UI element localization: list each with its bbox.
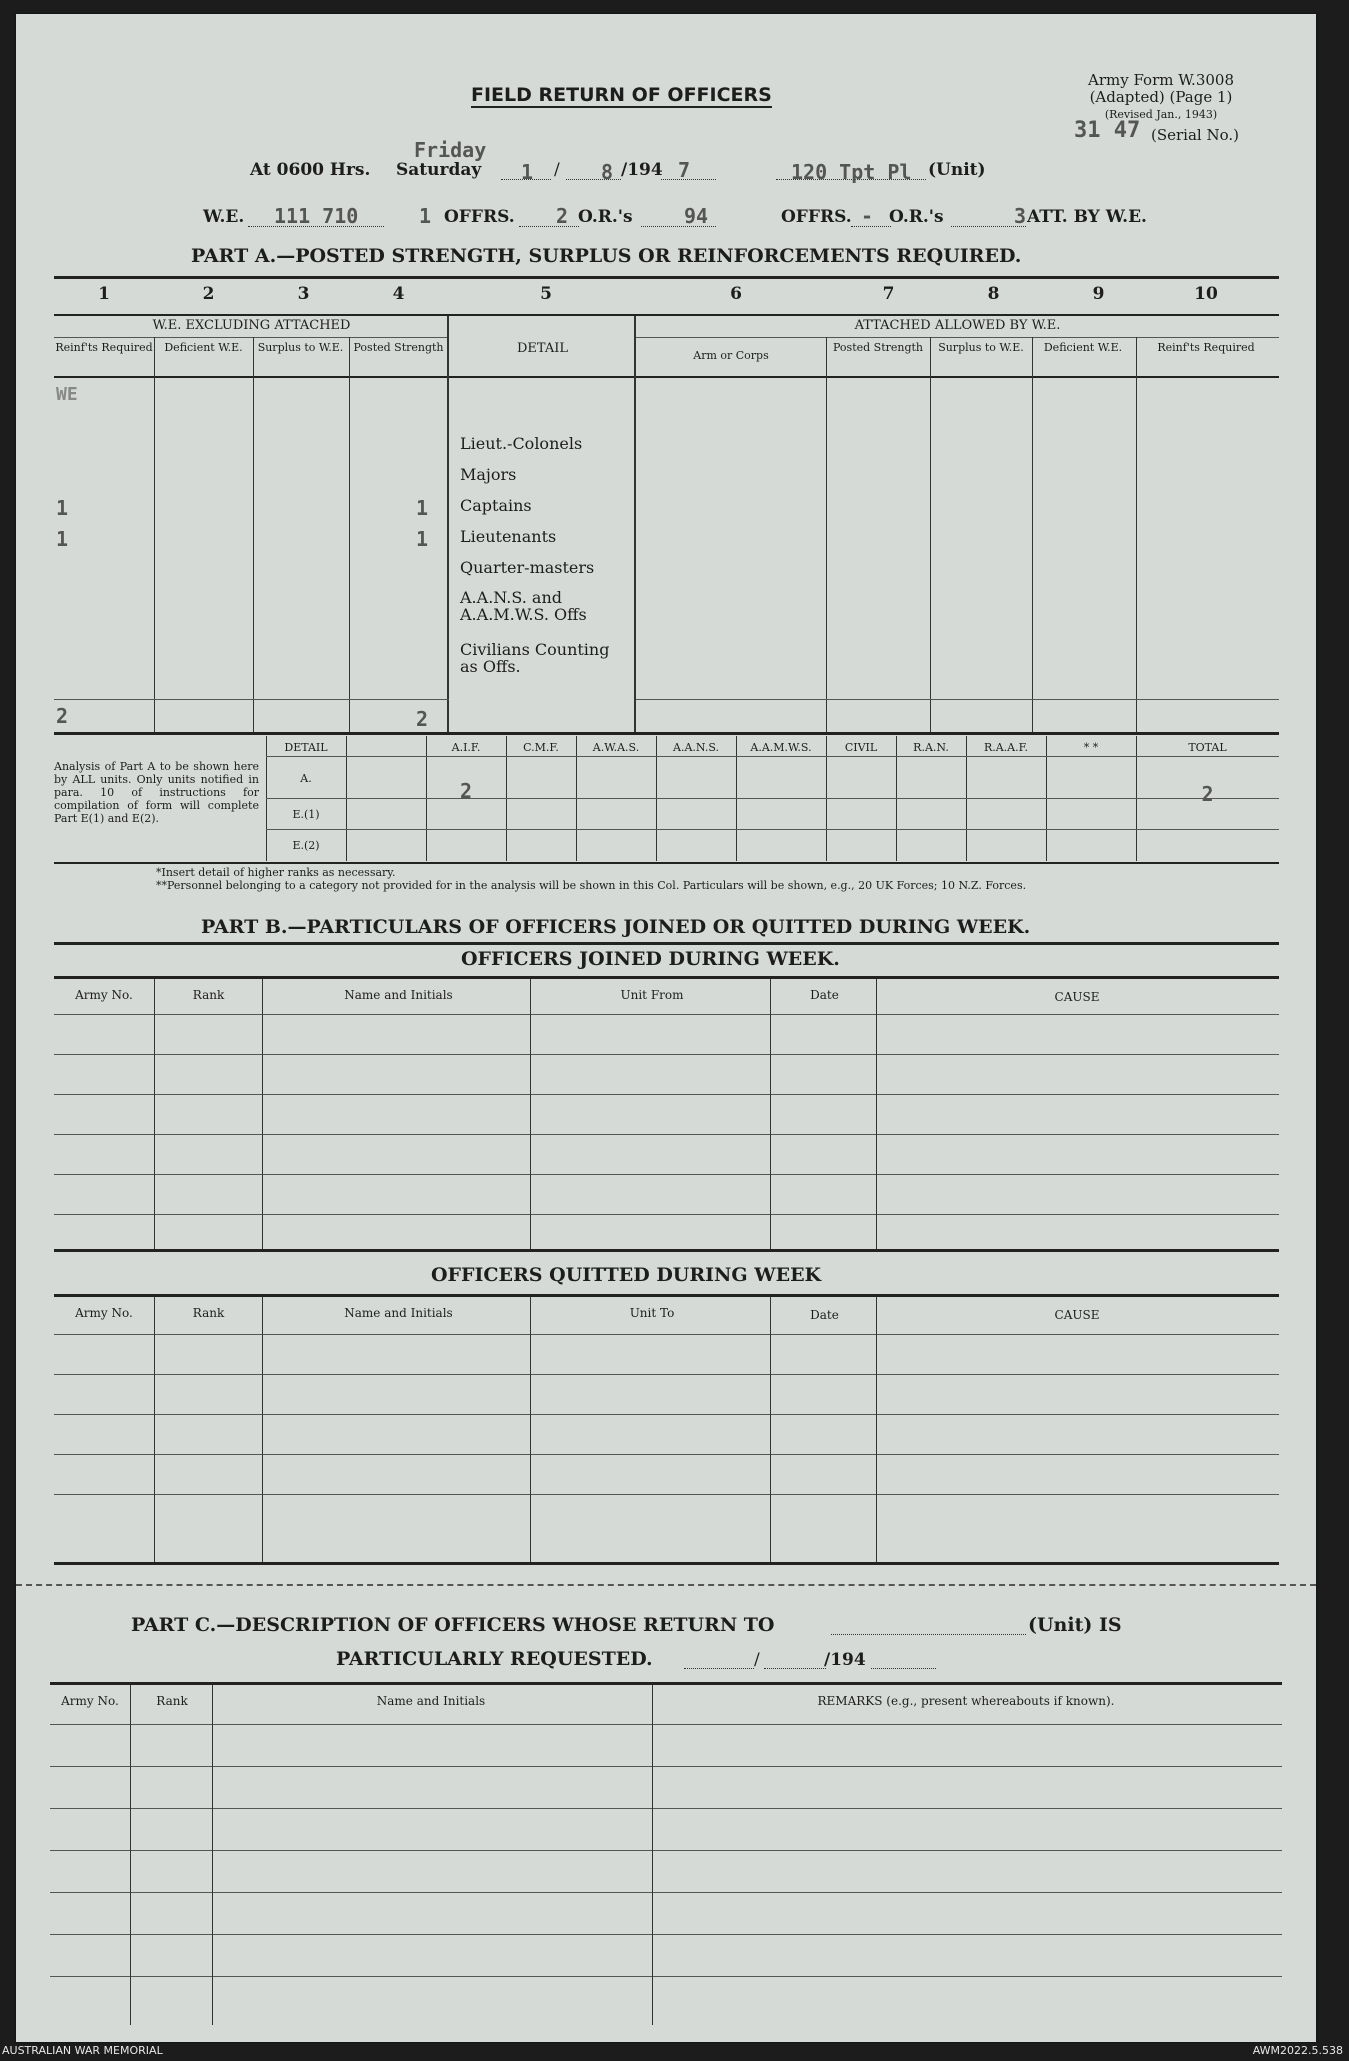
col-number: 6 [730, 284, 742, 304]
we-excluding-label: W.E. EXCLUDING ATTACHED [152, 318, 351, 333]
col-number: 8 [987, 284, 1000, 304]
form-revised: (Revised Jan., 1943) [1104, 108, 1218, 121]
col-number: 5 [540, 284, 552, 304]
joined-col-date: Date [810, 988, 839, 1002]
we-label: W.E. [203, 207, 245, 227]
form-title: FIELD RETURN OF OFFICERS [471, 84, 772, 106]
analysis-col-aans: A.A.N.S. [673, 741, 719, 754]
header-surplus-we: Surplus to W.E. [257, 341, 344, 354]
header-deficient-we: Deficient W.E. [164, 341, 243, 354]
we-mark: WE [56, 384, 78, 405]
quitted-col-cause: CAUSE [1054, 1308, 1100, 1322]
joined-col-army-no: Army No. [75, 988, 133, 1002]
col-number: 10 [1194, 284, 1218, 304]
part-c-col-remarks: REMARKS (e.g., present whereabouts if known). [817, 1694, 1115, 1708]
ors2-value: - [861, 204, 874, 228]
part-c-col-name: Name and Initials [376, 1694, 486, 1708]
part-c-col-rank: Rank [156, 1694, 188, 1708]
analysis-col-total: TOTAL [1188, 741, 1227, 754]
part-c-title-a: PART C.—DESCRIPTION OF OFFICERS WHOSE RETURN TO [131, 1614, 775, 1636]
att-value: 3 [1014, 204, 1027, 228]
captains-posted: 1 [416, 496, 429, 520]
day-typed: Friday [414, 138, 487, 162]
joined-col-cause: CAUSE [1054, 990, 1100, 1004]
analysis-col-aamws: A.A.M.W.S. [750, 741, 812, 754]
ors-label: O.R.'s [578, 207, 633, 227]
serial-value: 31 47 [1074, 118, 1141, 143]
analysis-col-ran: R.A.N. [913, 741, 949, 754]
rank-majors: Majors [460, 465, 517, 484]
rank-lieutenants: Lieutenants [460, 527, 557, 546]
offrs2-value: 94 [684, 204, 709, 228]
analysis-col-aif: A.I.F. [451, 741, 481, 754]
part-c-title-unit: (Unit) IS [1028, 1614, 1122, 1636]
header-detail: DETAIL [516, 341, 569, 356]
quitted-col-date: Date [810, 1308, 839, 1322]
rank-lieut-colonels: Lieut.-Colonels [460, 434, 583, 453]
analysis-col-cmf: C.M.F. [523, 741, 559, 754]
lieutenants-reinf: 1 [56, 527, 69, 551]
col-number: 9 [1092, 284, 1105, 304]
rank-captains: Captains [460, 496, 532, 515]
analysis-total-a: 2 [1201, 782, 1214, 806]
analysis-row-a: A. [300, 772, 312, 785]
analysis-col-raaf: R.A.A.F. [983, 741, 1029, 754]
col-number: 2 [202, 284, 215, 304]
analysis-row-e2: E.(2) [292, 839, 320, 852]
day-printed: Saturday [396, 160, 482, 180]
serial-label: (Serial No.) [1151, 126, 1239, 144]
total-posted: 2 [416, 707, 429, 731]
offrs-label: OFFRS. [444, 207, 515, 227]
offrs-value: 1 [419, 204, 432, 228]
quitted-col-army-no: Army No. [75, 1306, 133, 1320]
joined-col-unit-from: Unit From [620, 988, 684, 1002]
total-reinf: 2 [56, 704, 69, 728]
header-att-posted: Posted Strength [832, 341, 924, 354]
col-number: 1 [98, 284, 110, 304]
year-prefix: /194 [621, 160, 663, 180]
footnote-1: *Insert detail of higher ranks as necessary. [156, 866, 396, 879]
ors2-label: O.R.'s [889, 207, 944, 227]
form-adapted: (Adapted) (Page 1) [1089, 88, 1233, 106]
joined-title: OFFICERS JOINED DURING WEEK. [461, 948, 840, 970]
month: 8 [601, 160, 614, 184]
at-time: At 0600 Hrs. [250, 160, 371, 180]
rank-aans: A.A.N.S. and A.A.M.W.S. Offs [460, 588, 587, 624]
att-label: ATT. BY W.E. [1027, 207, 1147, 227]
unit-typed: 120 Tpt Pl [791, 160, 912, 184]
part-a-title: PART A.—POSTED STRENGTH, SURPLUS OR REINFORCEMENTS REQUIRED. [191, 245, 1022, 267]
joined-col-rank: Rank [192, 988, 225, 1002]
we-value: 111 710 [274, 204, 359, 228]
unit-label: (Unit) [928, 160, 986, 180]
rank-civilians: Civilians Counting as Offs. [460, 640, 610, 676]
form-id-block [1061, 72, 1261, 123]
analysis-row-e1: E.(1) [292, 808, 320, 821]
analysis-col-civil: CIVIL [844, 741, 878, 754]
footer-left: AUSTRALIAN WAR MEMORIAL [2, 2044, 163, 2057]
analysis-col-awas: A.W.A.S. [592, 741, 640, 754]
part-c-col-army-no: Army No. [61, 1694, 119, 1708]
captains-reinf: 1 [56, 496, 69, 520]
ors-value: 2 [556, 204, 569, 228]
quitted-title: OFFICERS QUITTED DURING WEEK [431, 1264, 822, 1286]
year-typed: 7 [678, 158, 691, 182]
col-number: 3 [297, 284, 310, 304]
form-id: Army Form W.3008 [1088, 71, 1234, 89]
col-number: 4 [392, 284, 405, 304]
part-c-title-date: /194 [824, 1650, 866, 1670]
footer-right: AWM2022.5.538 [1252, 2044, 1343, 2057]
header-arm-corps: Arm or Corps [693, 349, 769, 362]
form-page: Army Form W.3008 (Adapted) (Page 1) (Revised Jan., 1943) 31 47 (Serial No.) FIELD RETURN OF OFFICERS At 0600 Hrs. Saturday Friday 1 / 8 /194 7 120 Tpt Pl (Unit) W.E. 111 710 1 OFFRS. 2 O.R.'s 94 OFFRS. - O.R.'s 3 ATT. BY W.E. PART A.—POSTED STRENGTH, SURPLUS OR REINFORCEMENTS REQUIRED. 1 2 3 4 5 6 7 8 9 10 W.E. EXCLUDING ATTACHED ATTACHED ALLOWED BY W.E. Reinf'ts Required Deficient W.E. Surplus to W.E. Posted Strength DETAIL Arm or Corps Posted Strength Surplus to W.E. Deficient W.E. Reinf'ts Required Lieut.-Colonels Majors Captains Lieutenants Quarter-masters A.A.N.S. and A.A.M.W.S. Offs Civilians Counting as Offs. WE 1 1 1 1 2 2 Analysis of Part A to be shown here by ALL units. Only units notified in para. 10 of instructions for compilation of form will complete Part E(1) and E(2). DETAIL A.I.F. C.M.F. A.W.A.S. A.A.N.S. A.A.M.W.S. CIVIL R.A.N. R.A.A.F. * * TOTAL A. E.(1) E.(2) 2 2 *Insert detail of higher ranks as necessary. **Personnel belonging to a category not provided for in the analysis will be shown in this Col. Particulars will be shown, e.g., 20 UK Forces; 10 N.Z. Forces. PART B.—PARTICULARS OF OFFICERS JOINED OR QUITTED DURING WEEK. OFFICERS JOINED DURING WEEK. Army No. Rank Name and Initials Unit From Date CAUSE OFFICERS QUITTED DURING WEEK Army No. Rank Name and Initials Unit To Date CAUSE PART C.—DESCRIPTION OF OFFICERS WHOSE RETURN TO (Unit) IS PARTICULARLY REQUESTED. / /194 Army No. Rank Name and Initials REMARKS (e.g., present whereabouts if known). [16, 14, 1316, 2042]
joined-col-name: Name and Initials [344, 988, 453, 1002]
analysis-aif-a: 2 [459, 779, 473, 803]
quitted-col-rank: Rank [192, 1306, 225, 1320]
analysis-detail: DETAIL [284, 741, 328, 754]
header-att-deficient: Deficient W.E. [1043, 341, 1123, 354]
quitted-col-name: Name and Initials [344, 1306, 453, 1320]
quitted-col-unit-to: Unit To [629, 1306, 675, 1320]
col-number: 7 [882, 284, 895, 304]
lieutenants-posted: 1 [416, 527, 429, 551]
day-num: 1 [521, 160, 534, 184]
part-b-title: PART B.—PARTICULARS OF OFFICERS JOINED OR QUITTED DURING WEEK. [201, 916, 1031, 938]
analysis-col-other: * * [1083, 741, 1099, 754]
footnote-2: **Personnel belonging to a category not provided for in the analysis will be shown in this Col. Particulars will be shown, e.g., 20 UK Forces; 10 N.Z. Forces. [156, 879, 1027, 892]
attached-allowed-label: ATTACHED ALLOWED BY W.E. [854, 318, 1061, 333]
header-reinfts-required: Reinf'ts Required [55, 341, 153, 354]
header-posted-strength: Posted Strength [353, 341, 444, 354]
part-c-title-b: PARTICULARLY REQUESTED. [336, 1648, 653, 1670]
offrs2-label: OFFRS. [781, 207, 852, 227]
header-att-reinfts: Reinf'ts Required [1157, 341, 1255, 354]
rank-quarter-masters: Quarter-masters [460, 558, 595, 577]
analysis-note: Analysis of Part A to be shown here by ALL units. Only units notified in para. 10 of instructions for compilation of form will complete Part E(1) and E(2). [54, 760, 259, 825]
header-att-surplus: Surplus to W.E. [938, 341, 1024, 354]
